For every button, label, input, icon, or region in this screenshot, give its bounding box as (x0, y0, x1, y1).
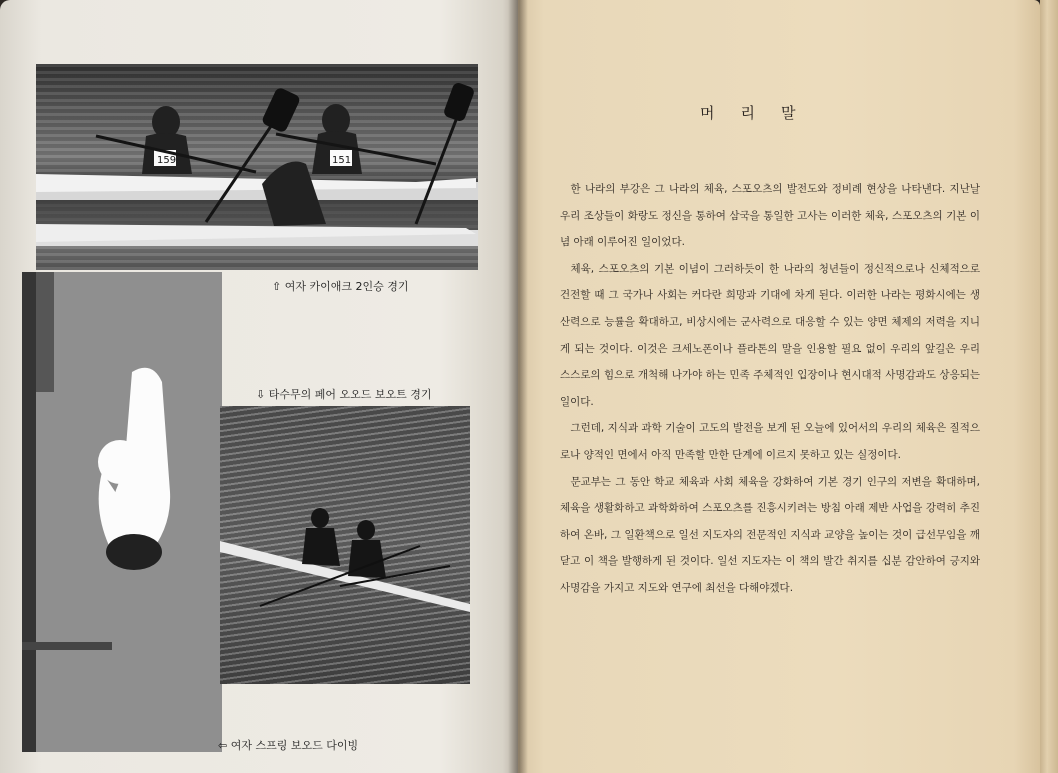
caption-diving: ⇦ 여자 스프링 보오드 다이빙 (218, 739, 359, 752)
caption-kayak: ⇧ 여자 카이애크 2인승 경기 (272, 280, 409, 293)
page-title: 머리말 (700, 104, 822, 122)
bib-number-2: 151 (332, 155, 352, 166)
diver-illustration (22, 272, 222, 752)
paragraph-2: 체육, 스포오츠의 기본 이념이 그러하듯이 한 나라의 청년들이 정신적으로나 신체적으로 건전할 때 그 국가나 사회는 커다란 희망과 기대에 차게 된다. 이러한 나라는 평화시에는 생산력으로 능률을 확대하고, 비상시에는 군사력으로 대응할 수 있는 양면 체제의 저력을 지니게 되는 것이다. 이것은 크세노폰이나 플라톤의 말을 인용할 필요 없이 우리의 앞길은 우리 스스로의 힘으로 개척해 나가야 하는 민족 주체적인 입장이나 현시대적 사명감과도 상응되는 일이다. (560, 262, 980, 408)
left-page (0, 0, 518, 773)
rowing-illustration (220, 406, 470, 684)
paragraph-1: 한 나라의 부강은 그 나라의 체육, 스포오츠의 발전도와 정비례 현상을 나타낸다. 지난날 우리 조상들이 화랑도 정신을 통하여 삼국을 통일한 고사는 이러한 체육, 스포오츠의 기본 이념 아래 이루어진 일이었다. (560, 183, 980, 249)
kayak-photo (36, 64, 478, 270)
bib-number-1: 159 (157, 155, 177, 166)
page-edge (1040, 0, 1058, 773)
kayak-illustration (36, 64, 478, 270)
preface-body (560, 176, 980, 602)
diving-photo (22, 272, 222, 752)
paragraph-3: 그런데, 지식과 과학 기술이 고도의 발전을 보게 된 오늘에 있어서의 우리의 체육은 질적으로나 양적인 면에서 아직 만족할 만한 단계에 이르지 못하고 있는 실정이다. (560, 422, 980, 461)
paragraph-4: 문교부는 그 동안 학교 체육과 사회 체육을 강화하여 기본 경기 인구의 저변을 확대하며, 체육을 생활화하고 과학화하여 스포오츠를 진흥시키려는 방침 아래 제반 사업을 강력히 추진하여 온바, 그 일환책으로 일선 지도자의 전문적인 지식과 교양을 높이는 것이 급선무임을 깨닫고 이 책을 발행하게 된 것이다. 일선 지도자는 이 책의 발간 취지를 십분 감안하여 긍지와 사명감을 가지고 지도와 연구에 최선을 다해야겠다. (560, 475, 980, 594)
rowing-photo (220, 406, 470, 684)
caption-rowing: ⇩ 타수무의 페어 오오드 보오트 경기 (256, 388, 432, 401)
